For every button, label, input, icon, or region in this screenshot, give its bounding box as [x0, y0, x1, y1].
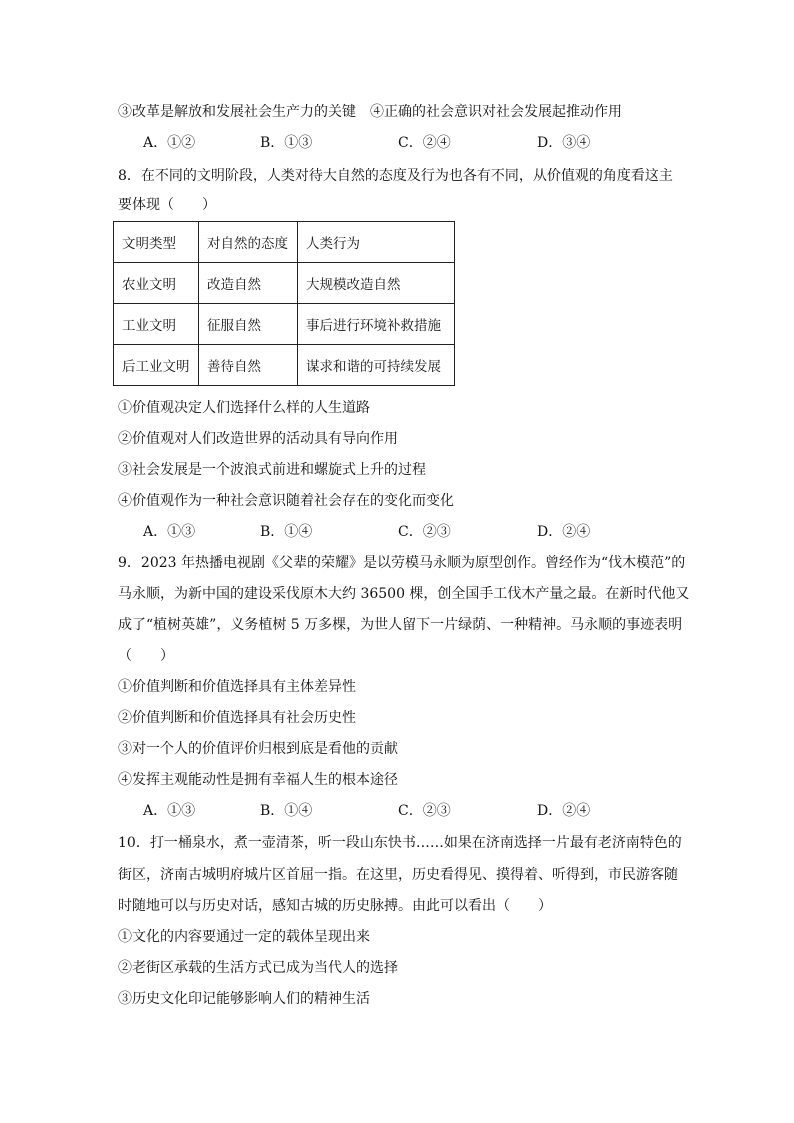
- q9-statement-2: ②价值判断和价值选择具有社会历史性: [118, 710, 356, 726]
- q8-option-a[interactable]: A．①③: [143, 524, 196, 540]
- q7-option-b[interactable]: B．①③: [260, 135, 313, 151]
- table-header-cell: 对自然的态度: [199, 222, 298, 263]
- q10-statement-1: ①文化的内容要通过一定的载体呈现出来: [118, 929, 370, 945]
- q9-stem-line-2: 马永顺，为新中国的建设采伐原木大约 36500 棵，创全国手工伐木产量之最。在新时代他又: [118, 586, 690, 602]
- civilization-table: [113, 221, 455, 386]
- q9-stem-line-3: 成了“植树英雄”，义务植树 5 万多棵，为世人留下一片绿荫、一种精神。马永顺的事迹表明: [118, 617, 683, 633]
- q8-stem-line-2: 要体现（ ）: [118, 197, 216, 213]
- q9-option-a[interactable]: A．①③: [143, 803, 196, 819]
- table-row: [114, 304, 455, 345]
- q7-option-a[interactable]: A．①②: [143, 135, 196, 151]
- q8-option-d[interactable]: D．②④: [537, 524, 591, 540]
- q8-statement-3: ③社会发展是一个波浪式前进和螺旋式上升的过程: [118, 462, 426, 478]
- table-cell: 后工业文明: [114, 345, 199, 386]
- q10-statement-2: ②老街区承载的生活方式已成为当代人的选择: [118, 960, 398, 976]
- q10-stem-line-2: 街区，济南古城明府城片区首屈一指。在这里，历史看得见、摸得着、听得到，市民游客随: [118, 867, 678, 883]
- table-cell: 征服自然: [199, 304, 298, 345]
- table-cell: 工业文明: [114, 304, 199, 345]
- table-header-row: [114, 222, 455, 263]
- q9-stem-line-4: （ ）: [118, 648, 174, 664]
- table-cell: 事后进行环境补救措施: [298, 304, 455, 345]
- table-cell: 农业文明: [114, 263, 199, 304]
- q9-stem-line-1: 9．2023 年热播电视剧《父辈的荣耀》是以劳模马永顺为原型创作。曾经作为“伐木模范”的: [118, 555, 686, 571]
- table-header-cell: 文明类型: [114, 222, 199, 263]
- q9-option-d[interactable]: D．②④: [537, 803, 591, 819]
- q7-option-d[interactable]: D．③④: [537, 135, 591, 151]
- q9-statement-3: ③对一个人的价值评价归根到底是看他的贡献: [118, 741, 398, 757]
- q8-option-b[interactable]: B．①④: [260, 524, 313, 540]
- table-header-cell: 人类行为: [298, 222, 455, 263]
- table-cell: 谋求和谐的可持续发展: [298, 345, 455, 386]
- table-cell: 大规模改造自然: [298, 263, 455, 304]
- q9-option-c[interactable]: C．②③: [398, 803, 451, 819]
- q9-statement-1: ①价值判断和价值选择具有主体差异性: [118, 679, 356, 695]
- q10-stem-line-1: 10．打一桶泉水，煮一壶清茶，听一段山东快书……如果在济南选择一片最有老济南特色的: [118, 835, 682, 851]
- q9-statement-4: ④发挥主观能动性是拥有幸福人生的根本途径: [118, 772, 398, 788]
- table-cell: 改造自然: [199, 263, 298, 304]
- table-row: [114, 263, 455, 304]
- table-cell: 善待自然: [199, 345, 298, 386]
- q10-statement-3: ③历史文化印记能够影响人们的精神生活: [118, 991, 370, 1007]
- q7-statement-line: ③改革是解放和发展社会生产力的关键 ④正确的社会意识对社会发展起推动作用: [118, 104, 622, 120]
- q7-option-c[interactable]: C．②④: [398, 135, 451, 151]
- q8-statement-1: ①价值观决定人们选择什么样的人生道路: [118, 400, 370, 416]
- table-row: [114, 345, 455, 386]
- q8-statement-4: ④价值观作为一种社会意识随着社会存在的变化而变化: [118, 493, 454, 509]
- q9-option-b[interactable]: B．①④: [260, 803, 313, 819]
- q8-statement-2: ②价值观对人们改造世界的活动具有导向作用: [118, 431, 398, 447]
- q8-option-c[interactable]: C．②③: [398, 524, 451, 540]
- q10-stem-line-3: 时随地可以与历史对话，感知古城的历史脉搏。由此可以看出（ ）: [118, 898, 552, 914]
- q8-stem-line-1: 8．在不同的文明阶段，人类对待大自然的态度及行为也各有不同，从价值观的角度看这主: [118, 168, 673, 184]
